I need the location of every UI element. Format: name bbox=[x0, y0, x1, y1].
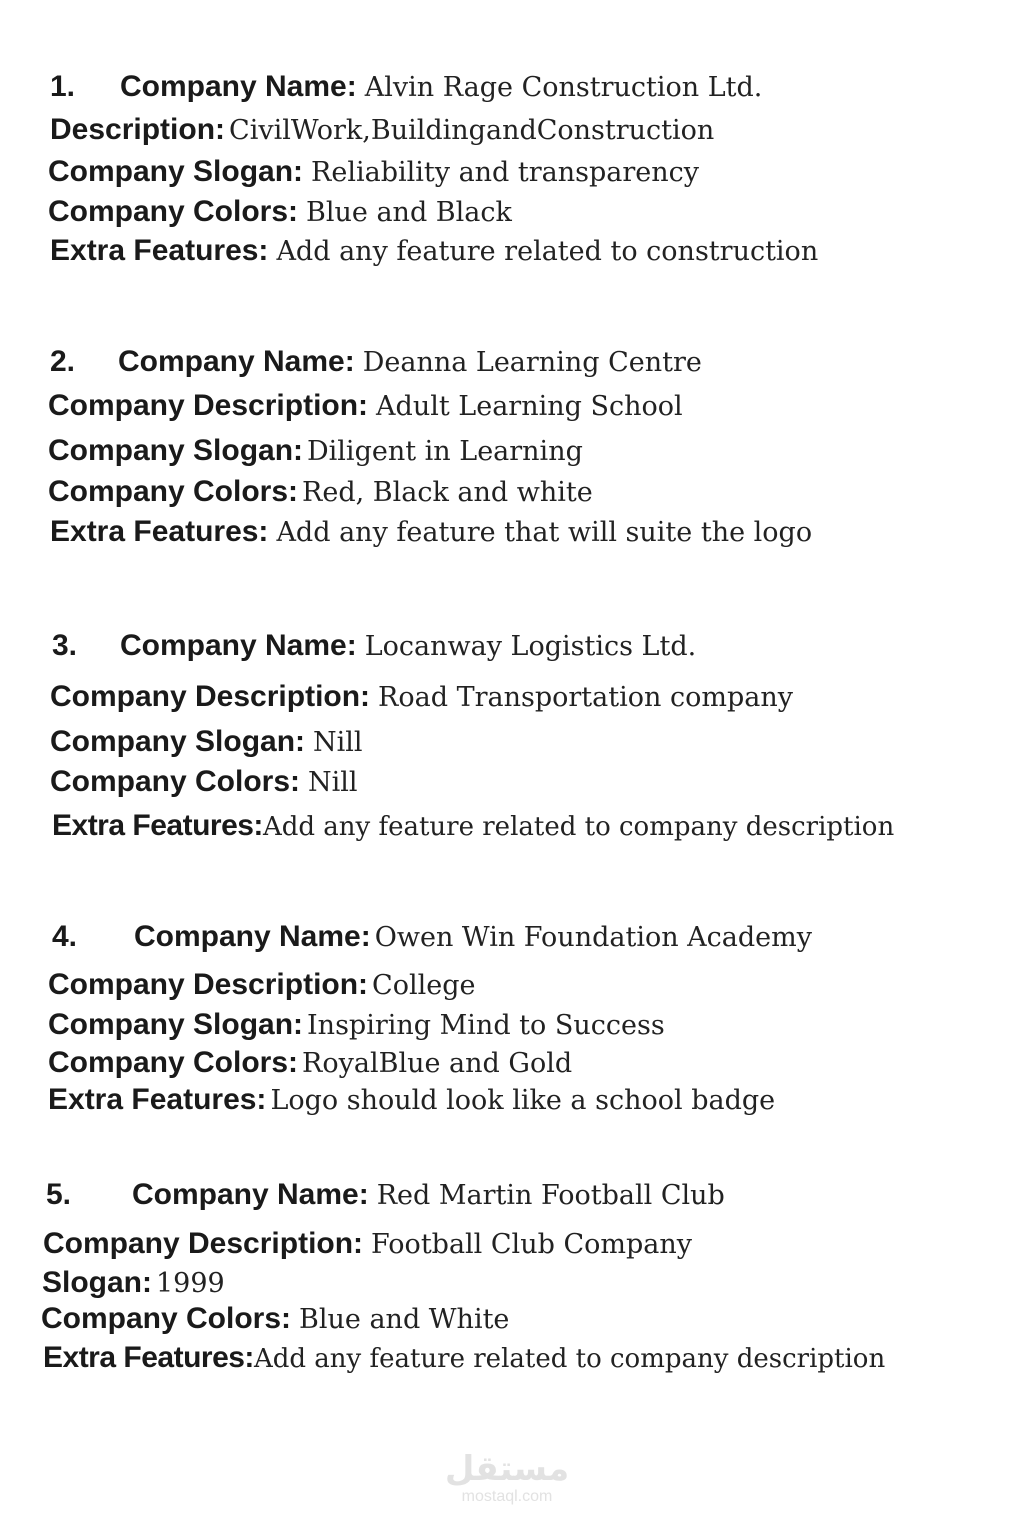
field-label: Company Name: bbox=[118, 345, 355, 378]
entry-2-colors-line bbox=[48, 477, 593, 507]
field-value: Reliability and transparency bbox=[311, 157, 700, 188]
field-label: Company Description: bbox=[50, 680, 371, 713]
field-label: Company Colors: bbox=[48, 475, 299, 508]
field-value: Deanna Learning Centre bbox=[362, 347, 702, 378]
mostaql-watermark bbox=[444, 1449, 570, 1506]
entry-5-name-line bbox=[46, 1180, 725, 1210]
entry-2-features-line bbox=[50, 517, 812, 547]
field-value: Football Club Company bbox=[371, 1229, 692, 1260]
entry-3-slogan-line bbox=[50, 727, 363, 757]
field-label: Description: bbox=[50, 113, 226, 146]
entry-2-name-line bbox=[50, 347, 702, 377]
field-value: Add any feature related to construction bbox=[276, 236, 819, 267]
field-label: Company Description: bbox=[48, 389, 369, 422]
field-value: Blue and White bbox=[299, 1304, 510, 1335]
entry-number: 5. bbox=[46, 1178, 72, 1211]
field-label: Company Description: bbox=[43, 1227, 364, 1260]
entry-1-description-line bbox=[50, 115, 714, 145]
field-label: Extra Features: bbox=[50, 234, 269, 267]
field-value: Add any feature related to company description bbox=[262, 812, 895, 842]
field-value: Add any feature related to company description bbox=[253, 1344, 886, 1374]
watermark-logo: مستقل bbox=[444, 1449, 570, 1489]
entry-1-colors-line bbox=[48, 197, 512, 227]
field-label: Company Name: bbox=[120, 70, 357, 103]
field-label: Company Name: bbox=[132, 1178, 369, 1211]
field-label: Company Description: bbox=[48, 968, 369, 1001]
entry-3-colors-line bbox=[50, 767, 358, 797]
entry-3-name-line bbox=[52, 631, 696, 661]
entry-5-colors-line bbox=[41, 1304, 509, 1334]
entry-1-slogan-line bbox=[48, 157, 699, 187]
field-value: Blue and Black bbox=[306, 197, 512, 228]
entry-5-slogan-line bbox=[42, 1268, 225, 1298]
entry-number: 1. bbox=[50, 70, 76, 103]
field-label: Company Slogan: bbox=[50, 725, 306, 758]
entry-3-description-line bbox=[50, 682, 793, 712]
field-value: Red Martin Football Club bbox=[376, 1180, 725, 1211]
field-value: Add any feature that will suite the logo bbox=[276, 517, 813, 548]
field-value: 1999 bbox=[156, 1268, 225, 1299]
field-label: Company Colors: bbox=[41, 1302, 292, 1335]
field-value: Nill bbox=[313, 727, 363, 758]
entry-number: 4. bbox=[52, 920, 78, 953]
entry-5-features-line bbox=[43, 1343, 885, 1373]
field-value: RoyalBlue and Gold bbox=[302, 1048, 573, 1079]
field-label: Extra Features: bbox=[50, 515, 269, 548]
field-value: College bbox=[372, 970, 476, 1001]
field-label: Company Colors: bbox=[50, 765, 301, 798]
field-label: Company Slogan: bbox=[48, 155, 304, 188]
field-label: Company Colors: bbox=[48, 195, 299, 228]
field-value: Logo should look like a school badge bbox=[270, 1085, 776, 1116]
watermark-url: mostaql.com bbox=[461, 1488, 553, 1505]
entry-number: 2. bbox=[50, 345, 76, 378]
field-label: Extra Features: bbox=[48, 1083, 267, 1116]
field-value: CivilWork,BuildingandConstruction bbox=[229, 115, 715, 146]
field-label: Company Colors: bbox=[48, 1046, 299, 1079]
entry-2-slogan-line bbox=[48, 436, 583, 466]
field-value: Diligent in Learning bbox=[307, 436, 583, 467]
field-value: Alvin Rage Construction Ltd. bbox=[364, 72, 763, 103]
field-value: Red, Black and white bbox=[302, 477, 593, 508]
field-value: Nill bbox=[308, 767, 358, 798]
field-value: Owen Win Foundation Academy bbox=[374, 922, 813, 953]
entry-4-features-line bbox=[48, 1085, 775, 1115]
field-label: Extra Features: bbox=[43, 1341, 254, 1374]
field-value: Locanway Logistics Ltd. bbox=[364, 631, 697, 662]
entry-number: 3. bbox=[52, 629, 78, 662]
field-value: Adult Learning School bbox=[376, 391, 683, 422]
entry-4-colors-line bbox=[48, 1048, 572, 1078]
entry-5-description-line bbox=[43, 1229, 692, 1259]
field-label: Extra Features: bbox=[52, 809, 263, 842]
field-label: Slogan: bbox=[42, 1266, 152, 1299]
field-value: Inspiring Mind to Success bbox=[307, 1010, 665, 1041]
field-value: Road Transportation company bbox=[378, 682, 793, 713]
entry-4-name-line bbox=[52, 922, 812, 952]
field-label: Company Slogan: bbox=[48, 434, 304, 467]
entry-3-features-line bbox=[52, 811, 894, 841]
entry-1-name-line bbox=[50, 72, 762, 102]
field-label: Company Name: bbox=[120, 629, 357, 662]
entry-4-description-line bbox=[48, 970, 475, 1000]
field-label: Company Slogan: bbox=[48, 1008, 304, 1041]
field-label: Company Name: bbox=[134, 920, 371, 953]
entry-1-features-line bbox=[50, 236, 818, 266]
entry-4-slogan-line bbox=[48, 1010, 665, 1040]
entry-2-description-line bbox=[48, 391, 683, 421]
